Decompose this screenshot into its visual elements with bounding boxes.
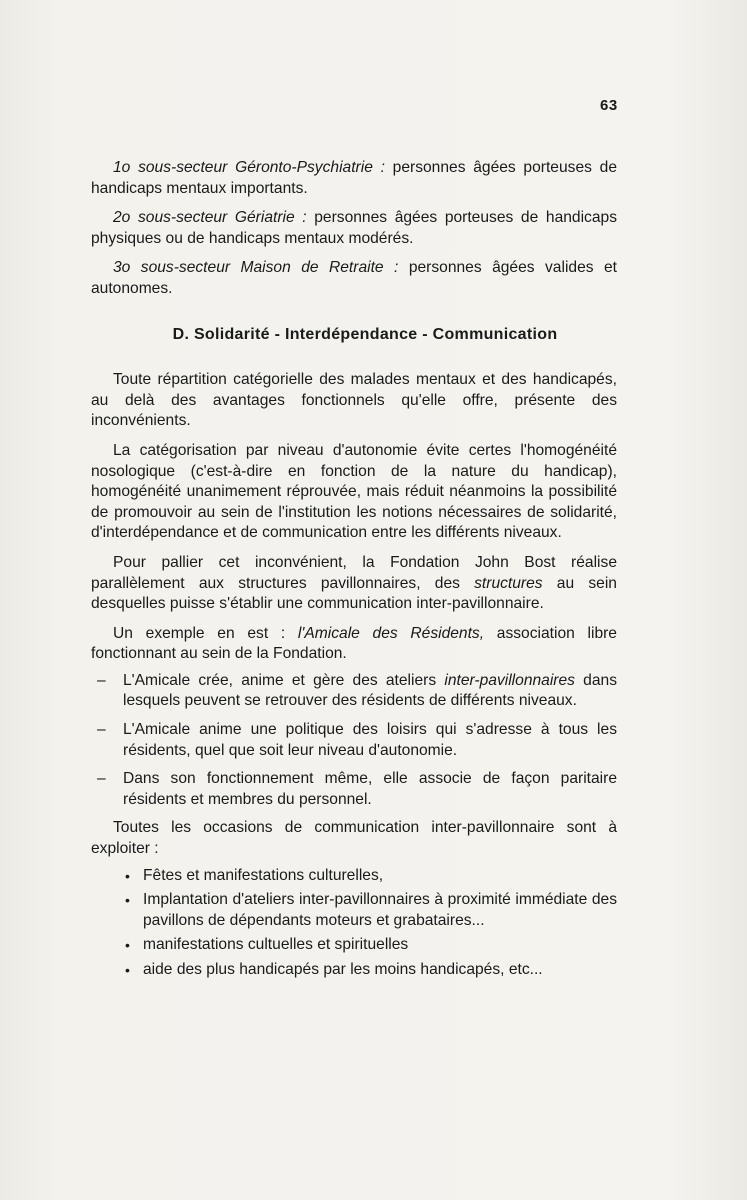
dash-list-item [91, 720, 617, 761]
body-paragraph [91, 553, 617, 615]
text-run: au sein desquelles puisse s'établir une communication inter-pavillonnaire. [91, 574, 617, 613]
text-run: association libre fonctionnant au sein de la Fondation. [91, 624, 617, 663]
subsector-text: personnes âgées valides et autonomes. [91, 259, 617, 297]
bullet-icon: • [125, 962, 130, 978]
section-heading: D. Solidarité - Interdépendance - Communication [172, 325, 558, 343]
bullet-text: Implantation d'ateliers inter-pavillonnaires à proximité immédiate des pavillons de dépendants moteurs et grabataires... [143, 891, 617, 929]
italic-run: inter-pavillonnaires [444, 671, 575, 689]
dash-list-item [91, 671, 617, 712]
bullet-text: manifestations cultuelles et spirituelles [143, 936, 409, 954]
bullet-text: aide des plus handicapés par les moins handicapés, etc... [143, 961, 543, 978]
text-run: Pour pallier cet inconvénient, la Fondation John Bost réalise parallèlement aux structures pavillonnaires, des [91, 553, 617, 592]
body-paragraph: La catégorisation par niveau d'autonomie évite certes l'homogénéité nosologique (c'est-à-dire en fonction de la nature du handicap), homogénéité unanimement réprouvée, mais réduit néanmoins la possibilité de promouvoir au sein de l'institution les notions nécessaires de solidarité, d'interdépendance et de communication entre les différents niveaux. [91, 441, 617, 542]
body-paragraph: Toute répartition catégorielle des malades mentaux et des handicapés, au delà des avantages fonctionnels qu'elle offre, présente des inconvénients. [91, 371, 617, 430]
bullet-list-item [91, 960, 617, 981]
subsector-text: personnes âgées porteuses de handicaps mentaux importants. [91, 159, 617, 197]
bullet-icon: • [125, 867, 130, 884]
subsector-label: 2o sous-secteur Gériatrie : [113, 209, 307, 227]
italic-run: l'Amicale des Résidents, [297, 624, 485, 642]
italic-run: structures [474, 574, 543, 592]
subsector-label: 1o sous-secteur Géronto-Psychiatrie : [113, 159, 385, 176]
subsector-paragraph [91, 258, 617, 299]
dash-marker: – [97, 770, 106, 788]
bullet-list-item [91, 935, 617, 956]
page-body [91, 158, 617, 985]
body-paragraph: Toutes les occasions de communication inter-pavillonnaire sont à exploiter : [91, 819, 617, 858]
page-number: 63 [600, 97, 618, 114]
bullet-text: Fêtes et manifestations culturelles, [143, 866, 384, 884]
bullet-list-item [91, 890, 617, 931]
text-run: L'Amicale anime une politique des loisirs qui s'adresse à tous les résidents, quel que soit leur niveau d'autonomie. [123, 721, 617, 759]
text-run: Un exemple en est : [113, 624, 298, 642]
subsector-text: personnes âgées porteuses de handicaps physiques ou de handicaps mentaux modérés. [91, 209, 617, 247]
body-paragraph [91, 624, 617, 665]
subsector-paragraph [91, 208, 617, 249]
bullet-icon: • [125, 937, 130, 954]
bullet-icon: • [125, 892, 130, 909]
bullet-list-item [91, 866, 617, 887]
dash-list-item [91, 769, 617, 810]
text-run: L'Amicale crée, anime et gère des ateliers [123, 671, 445, 689]
subsector-paragraph [91, 158, 617, 199]
dash-marker: – [97, 721, 106, 739]
dash-marker: – [97, 671, 106, 689]
text-run: Dans son fonctionnement même, elle associe de façon paritaire résidents et membres du personnel. [123, 770, 617, 808]
subsector-label: 3o sous-secteur Maison de Retraite : [113, 259, 399, 277]
text-run: dans lesquels peuvent se retrouver des résidents de différents niveaux. [123, 671, 617, 710]
